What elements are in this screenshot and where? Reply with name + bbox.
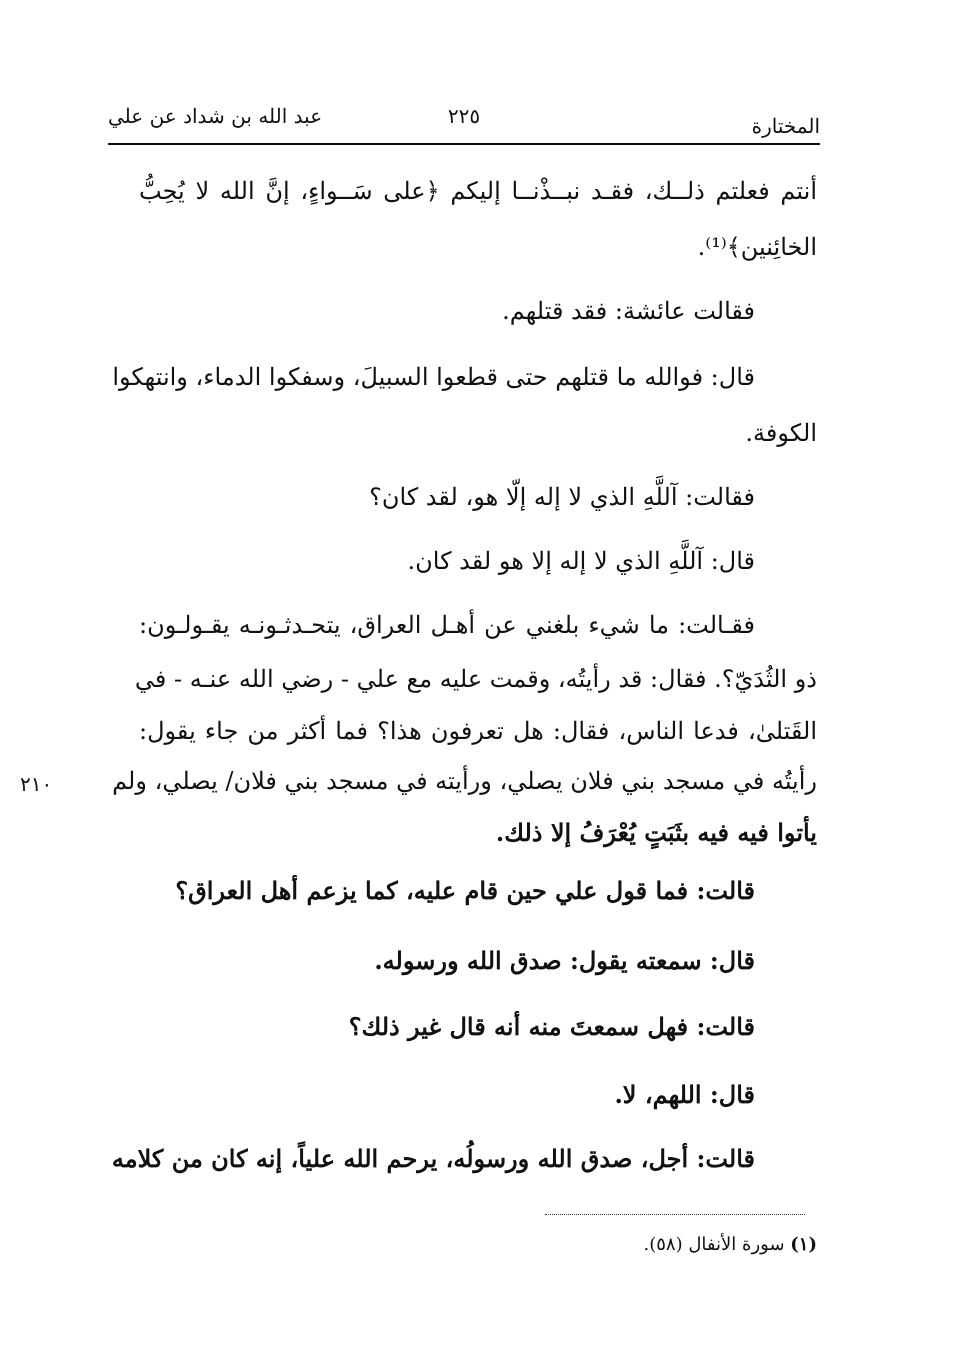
chapter-title: عبد الله بن شداد عن علي: [108, 104, 323, 128]
text-line-12: يأتوا فيه فيه بثَبَتٍ يُعْرَفُ إلا ذلك.: [495, 818, 817, 847]
text-line-3: فقالت عائشة: فقد قتلهم.: [502, 297, 755, 325]
text-line-9: ذو الثُدَيّ؟. فقال: قد رأيتُه، وقمت عليه مع علي - رضي الله عنـه - في: [134, 665, 817, 693]
text-line-11: رأيتُه في مسجد بني فلان يصلي، ورأيته في مسجد بني فلان/ يصلي، ولم: [112, 767, 817, 795]
footnote-text: سورة الأنفال (٥٨).: [643, 1234, 785, 1255]
text-line-14: قال: سمعته يقول: صدق الله ورسوله.: [374, 946, 755, 975]
text-line-1: أنتم فعلتم ذلــك، فقـد نبــذْنــا إليكم ﴿على سَــواءٍ، إنَّ الله لا يُحِبُّ: [139, 177, 817, 205]
text-line-7: قال: آللَّهِ الذي لا إله إلا هو لقد كان.: [407, 547, 755, 575]
text-line-6: فقالت: آللَّهِ الذي لا إله إلّا هو، لقد كان؟: [369, 483, 755, 511]
header-rule: [108, 143, 820, 145]
page-number: ٢٢٥: [447, 104, 481, 128]
text-line-13: قالت: فما قول علي حين قام عليه، كما يزعم أهل العراق؟: [175, 876, 755, 905]
margin-folio-number: ٢١٠: [20, 772, 53, 796]
text-line-4: قال: فوالله ما قتلهم حتى قطعوا السبيلَ، وسفكوا الدماء، وانتهكوا: [112, 363, 755, 391]
text-line-5: الكوفة.: [745, 419, 817, 447]
text-line-16: قال: اللهم، لا.: [614, 1080, 755, 1109]
text-line-15: قالت: فهل سمعتَ منه أنه قال غير ذلك؟: [348, 1012, 755, 1041]
running-header: [108, 104, 820, 138]
text-line-8: فقـالت: ما شيء بلغني عن أهـل العراق، يتحـدثـونـه يقـولـون:: [139, 611, 755, 639]
text-line-2: الخائِنين﴾⁽¹⁾.: [697, 233, 817, 261]
footnote-mark: (١): [790, 1234, 817, 1255]
text-line-17: قالت: أجل، صدق الله ورسولُه، يرحم الله علياً، إنه كان من كلامه: [111, 1144, 755, 1173]
footnote-separator: [545, 1214, 805, 1215]
book-title: المختارة: [751, 114, 820, 138]
footnote: [644, 1234, 817, 1255]
text-line-10: القَتلىٰ، فدعا الناس، فقال: هل تعرفون هذا؟ فما أكثر من جاء يقول:: [139, 717, 818, 745]
